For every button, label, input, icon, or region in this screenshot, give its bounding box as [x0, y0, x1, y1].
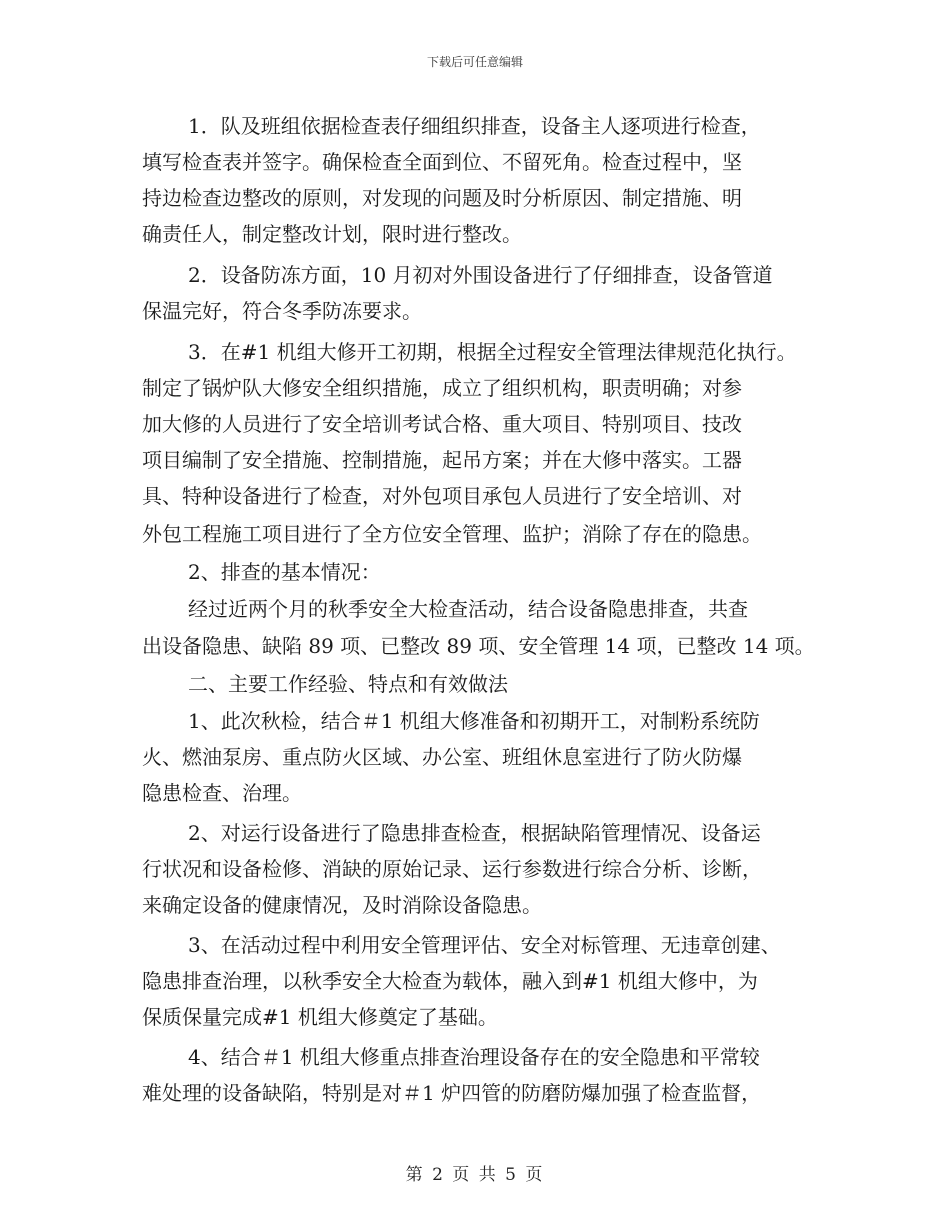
text-line: 外包工程施工项目进行了全方位安全管理、监护；消除了存在的隐患。: [142, 522, 762, 546]
text-line: 制定了锅炉队大修安全组织措施，成立了组织机构，职责明确；对参: [142, 376, 742, 400]
text-line: 4、结合＃1 机组大修重点排查治理设备存在的安全隐患和平常较: [188, 1045, 760, 1069]
text-line: 填写检查表并签字。确保检查全面到位、不留死角。检查过程中，坚: [142, 150, 742, 174]
text-line: 3、在活动过程中利用安全管理评估、安全对标管理、无违章创建、: [188, 933, 781, 957]
text-line: 出设备隐患、缺陷 89 项、已整改 89 项、安全管理 14 项，已整改 14 项。: [142, 634, 815, 658]
text-line: 具、特种设备进行了检查，对外包项目承包人员进行了安全培训、对: [142, 484, 742, 508]
text-line: 加大修的人员进行了安全培训考试合格、重大项目、特别项目、技改: [142, 412, 742, 436]
text-line: 隐患检查、治理。: [142, 781, 302, 805]
text-line: 二、主要工作经验、特点和有效做法: [188, 672, 508, 696]
text-line: 行状况和设备检修、消缺的原始记录、运行参数进行综合分析、诊断，: [142, 857, 762, 881]
text-line: 1、此次秋检，结合＃1 机组大修准备和初期开工，对制粉系统防: [188, 709, 760, 733]
text-line: 2、对运行设备进行了隐患排查检查，根据缺陷管理情况、设备运: [188, 821, 761, 845]
text-line: 1．队及班组依据检查表仔细组织排查，设备主人逐项进行检查，: [188, 114, 761, 138]
text-line: 3．在#1 机组大修开工初期，根据全过程安全管理法律规范化执行。: [188, 340, 797, 364]
text-line: 难处理的设备缺陷，特别是对＃1 炉四管的防磨防爆加强了检查监督，: [142, 1081, 762, 1105]
text-line: 经过近两个月的秋季安全大检查活动，结合设备隐患排查，共查: [188, 597, 748, 621]
text-line: 来确定设备的健康情况，及时消除设备隐患。: [142, 893, 542, 917]
text-line: 2．设备防冻方面，10 月初对外围设备进行了仔细排查，设备管道: [188, 263, 773, 287]
text-line: 保温完好，符合冬季防冻要求。: [142, 299, 422, 323]
text-line: 2、排查的基本情况：: [188, 560, 381, 584]
text-line: 火、燃油泵房、重点防火区域、办公室、班组休息室进行了防火防爆: [142, 745, 742, 769]
page-header: 下载后可任意编辑: [426, 55, 523, 69]
text-line: 持边检查边整改的原则，对发现的问题及时分析原因、制定措施、明: [142, 186, 742, 210]
text-line: 隐患排查治理，以秋季安全大检查为载体，融入到#1 机组大修中，为: [142, 969, 758, 993]
text-line: 项目编制了安全措施、控制措施，起吊方案；并在大修中落实。工器: [142, 448, 742, 472]
text-line: 确责任人，制定整改计划，限时进行整改。: [142, 222, 522, 246]
page-number: 第 2 页 共 5 页: [405, 1165, 545, 1185]
text-line: 保质保量完成#1 机组大修奠定了基础。: [142, 1005, 498, 1029]
